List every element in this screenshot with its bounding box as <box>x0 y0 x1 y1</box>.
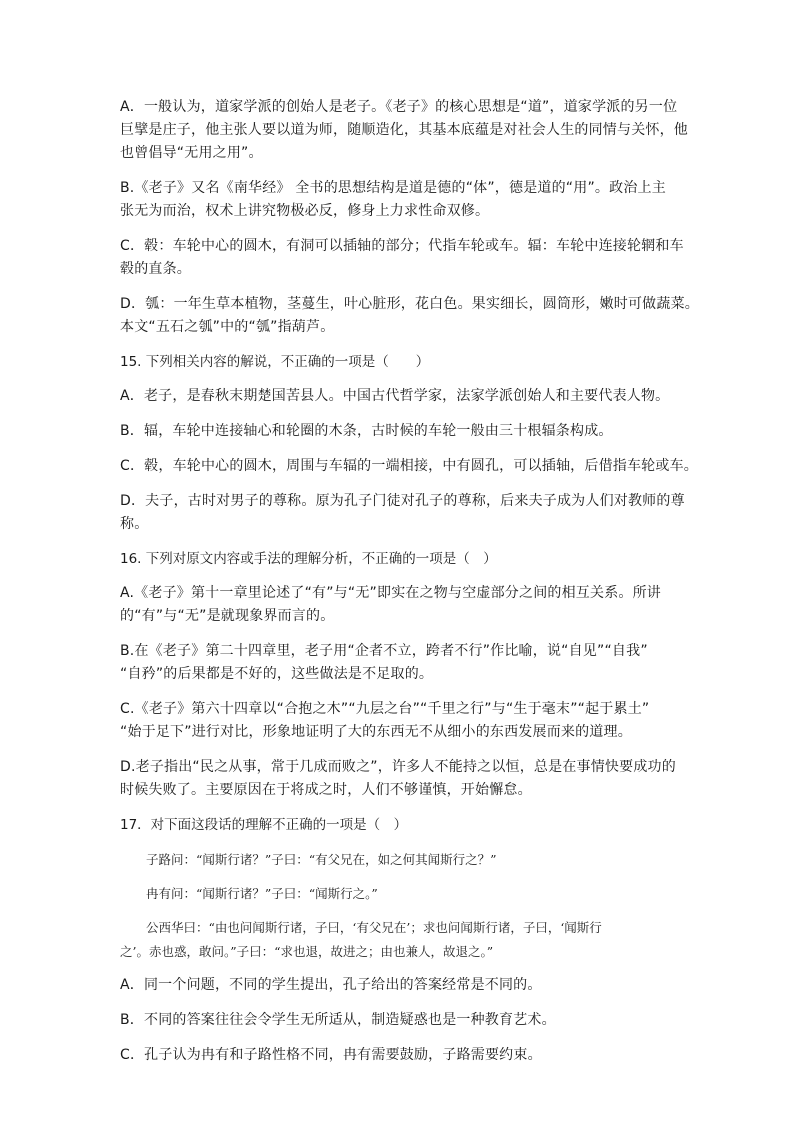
q15-option-d: D．夫子，古时对男子的尊称。原为孔子门徒对孔子的尊称，后来夫子成为人们对教师的尊 称。 <box>120 493 685 532</box>
q14-option-d: D．瓠：一年生草本植物，茎蔓生，叶心脏形，花白色。果实细长，圆筒形，嫩时可做蔬菜。 本文“五石之瓠”中的“瓠”指葫芦。 <box>120 296 699 335</box>
q14-option-a: A．一般认为，道家学派的创始人是老子。《老子》的核心思想是“道”，道家学派的另一位 巨擘是庄子，他主张人要以道为师，随顺造化，其基本底蕴是对社会人生的同情与关怀，他 也曾倡导“无用之用”。 <box>120 99 688 161</box>
q17-quote-zilu: 子路问：“闻斯行诸？”子曰：“有父兄在，如之何其闻斯行之？” <box>146 852 497 867</box>
q17-option-b: B．不同的答案往往会令学生无所适从，制造疑惑也是一种教育艺术。 <box>120 1012 556 1028</box>
q17-quote-ranyou: 冉有问：“闻斯行诸？”子曰：“闻斯行之。” <box>146 886 378 901</box>
q15-option-b: B．辐，车轮中连接轴心和轮圈的木条，古时候的车轮一般由三十根辐条构成。 <box>120 423 613 439</box>
q15-stem: 15. 下列相关内容的解说，不正确的一项是（ ） <box>120 354 430 370</box>
q16-option-c: C.《老子》第六十四章以“合抱之木”“九层之台”“千里之行”与“生于毫末”“起于累土” “始于足下”进行对比，形象地证明了大的东西无不从细小的东西发展而来的道理。 <box>120 701 650 740</box>
q14-option-c: C．毂：车轮中心的圆木，有洞可以插轴的部分；代指车轮或车。辐：车轮中连接轮辋和车 毂的直条。 <box>120 238 684 277</box>
q17-option-a: A．同一个问题，不同的学生提出，孔子给出的答案经常是不同的。 <box>120 977 542 993</box>
q16-stem: 16. 下列对原文内容或手法的理解分析，不正确的一项是（ ） <box>120 551 497 567</box>
q14-option-b: B.《老子》又名《南华经》 全书的思想结构是道是德的“体”，德是道的“用”。政治上主 张无为而治，权术上讲究物极必反，修身上力求性命双修。 <box>120 180 666 219</box>
q17-stem: 17．对下面这段话的理解不正确的一项是（ ） <box>120 817 408 833</box>
q17-option-c: C．孔子认为冉有和子路性格不同，冉有需要鼓励，子路需要约束。 <box>120 1047 542 1063</box>
q15-option-a: A．老子，是春秋末期楚国苦县人。中国古代哲学家，法家学派创始人和主要代表人物。 <box>120 388 670 404</box>
q16-option-b: B.在《老子》第二十四章里，老子用“企者不立，跨者不行”作比喻，说“自见”“自我” “自矜”的后果都是不好的，这些做法是不足取的。 <box>120 643 648 682</box>
q16-option-a: A.《老子》第十一章里论述了“有”与“无”即实在之物与空虚部分之间的相互关系。所讲 的“有”与“无”是就现象界而言的。 <box>120 585 661 624</box>
q17-quote-block <box>120 848 680 964</box>
document-content <box>120 96 699 1079</box>
q15-option-c: C．毂，车轮中心的圆木，周围与车辐的一端相接，中有圆孔，可以插轴，后借指车轮或车。 <box>120 458 698 474</box>
q16-option-d: D.老子指出“民之从事，常于几成而败之”，许多人不能持之以恒，总是在事情快要成功的 时候失败了。主要原因在于将成之时，人们不够谨慎，开始懈怠。 <box>120 759 676 798</box>
q17-quote-gongxihua: 公西华曰：“由也问闻斯行诸，子曰，‘有父兄在’；求也问闻斯行诸，子曰，‘闻斯行 之’。赤也惑，敢问。”子曰：“求也退，故进之；由也兼人，故退之。” <box>120 920 602 959</box>
